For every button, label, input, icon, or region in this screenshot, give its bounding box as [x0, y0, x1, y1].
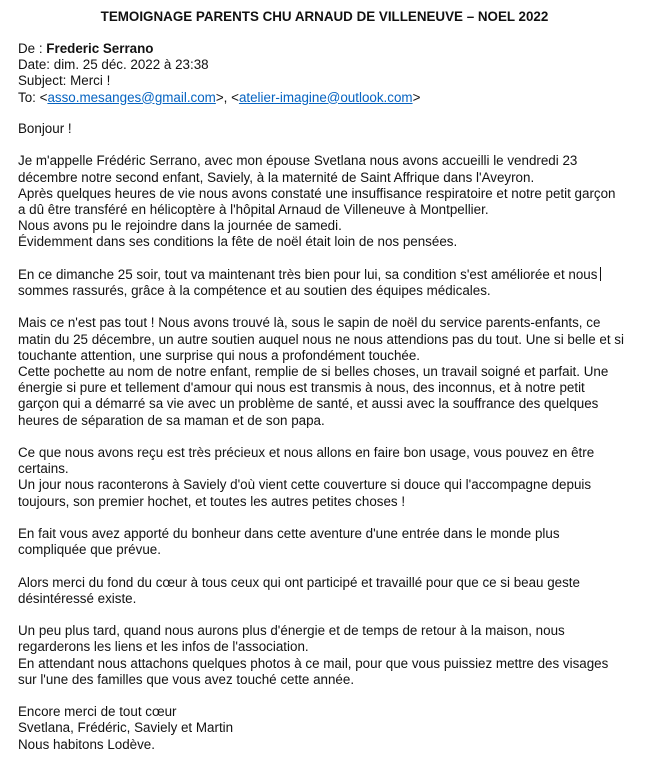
text-line: Nous habitons Lodève. — [18, 736, 155, 752]
greeting: Bonjour ! — [18, 121, 72, 136]
date-value: dim. 25 déc. 2022 à 23:38 — [53, 57, 209, 73]
paragraph — [18, 267, 638, 299]
text-line: En fait vous avez apporté du bonheur dans cette aventure d'une entrée dans le monde plus — [18, 526, 560, 541]
text-line: Après quelques heures de vie nous avons constaté une insuffisance respiratoire et notre petit garçon — [18, 185, 616, 201]
text-line: Un jour nous raconterons à Saviely d'où vient cette couverture si douce qui l'accompagne depuis — [18, 477, 592, 493]
paragraph — [18, 526, 638, 558]
text-line: toujours, son premier hochet, et toutes les autres petites choses ! — [18, 493, 406, 509]
text-line: En ce dimanche 25 soir, tout va maintenant très bien pour lui, sa condition s'est améliorée et nous — [18, 267, 638, 283]
text-line: Je m'appelle Frédéric Serrano, avec mon épouse Svetlana nous avons accueilli le vendredi 23 — [18, 153, 578, 169]
from-line — [18, 41, 420, 57]
text-line: Alors merci du fond du cœur à tous ceux qui ont participé et travaillé pour que ce si beau geste — [18, 574, 580, 590]
paragraph — [18, 315, 638, 428]
paragraph — [18, 153, 638, 250]
to-separator: >, < — [215, 89, 239, 105]
text-cursor — [600, 267, 601, 281]
text-line: certains. — [18, 461, 69, 477]
subject-label: Subject: — [18, 73, 67, 89]
text-line: a dû être transféré en hélicoptère à l'hôpital Arnaud de Villeneuve à Montpellier. — [18, 202, 489, 217]
to-prefix: < — [39, 89, 48, 105]
text-line: Un peu plus tard, quand nous aurons plus d'énergie et de temps de retour à la maison, nous — [18, 623, 565, 639]
text-line: Encore merci de tout cœur — [18, 704, 177, 720]
text-line: touchante attention, une surprise qui nous a profondément touchée. — [18, 347, 421, 363]
subject-value: Merci ! — [70, 73, 111, 89]
subject-line — [18, 73, 420, 89]
text-line: Évidemment dans ses conditions la fête de noël était loin de nos pensées. — [18, 234, 458, 250]
text-line: Cette pochette au nom de notre enfant, remplie de si belles choses, un travail soigné et parfait. Une — [18, 364, 609, 379]
email-header — [18, 41, 420, 106]
date-label: Date: — [18, 57, 51, 73]
recipient-link-2[interactable]: atelier-imagine@outlook.com — [238, 89, 413, 105]
from-name: Frederic Serrano — [46, 41, 154, 56]
text-line: désintéressé existe. — [18, 590, 137, 606]
from-label: De : — [18, 41, 43, 56]
text-line: En attendant nous attachons quelques photos à ce mail, pour que vous puissiez mettre des visages — [18, 655, 609, 671]
paragraph — [18, 445, 638, 510]
text-line: matin du 25 décembre, un autre soutien auquel nous ne nous attendions pas du tout. Une si belle et si — [18, 331, 624, 347]
paragraph — [18, 623, 638, 688]
text-line: décembre notre second enfant, Saviely, à la maternité de Saint Affrique dans l'Aveyron. — [18, 169, 535, 185]
to-suffix: > — [412, 89, 421, 105]
text-line: Svetlana, Frédéric, Saviely et Martin — [18, 720, 234, 736]
document-title: TEMOIGNAGE PARENTS CHU ARNAUD DE VILLENEUVE – NOEL 2022 — [100, 9, 549, 24]
paragraph — [18, 575, 638, 607]
text-line: sommes rassurés, grâce à la compétence et au soutien des équipes médicales. — [18, 283, 491, 298]
to-label: To: — [18, 89, 36, 105]
to-line — [18, 90, 420, 106]
text-line: Nous avons pu le rejoindre dans la journée de samedi. — [18, 218, 342, 234]
text-line: Ce que nous avons reçu est très précieux et nous allons en faire bon usage, vous pouvez en être — [18, 445, 595, 460]
signature — [18, 704, 638, 753]
date-line — [18, 57, 420, 73]
text-line: Mais ce n'est pas tout ! Nous avons trouvé là, sous le sapin de noël du service parents-enfants, ce — [18, 315, 601, 331]
email-body — [18, 121, 638, 769]
text-line: heures de séparation de sa maman et de son papa. — [18, 412, 325, 428]
text-line: sur l'une des familles que vous avez touché cette année. — [18, 671, 355, 687]
text-line: énergie si pure et tellement d'amour qui nous est transmis à nous, des inconnus, et à notre petit — [18, 380, 585, 396]
text-line: regarderons les liens et les infos de l'association. — [18, 639, 309, 655]
text-line: compliquée que prévue. — [18, 542, 161, 558]
text-line: garçon qui a démarré sa vie avec un problème de santé, et aussi avec la souffrance des quelques — [18, 396, 599, 412]
recipient-link-1[interactable]: asso.mesanges@gmail.com — [47, 89, 216, 105]
